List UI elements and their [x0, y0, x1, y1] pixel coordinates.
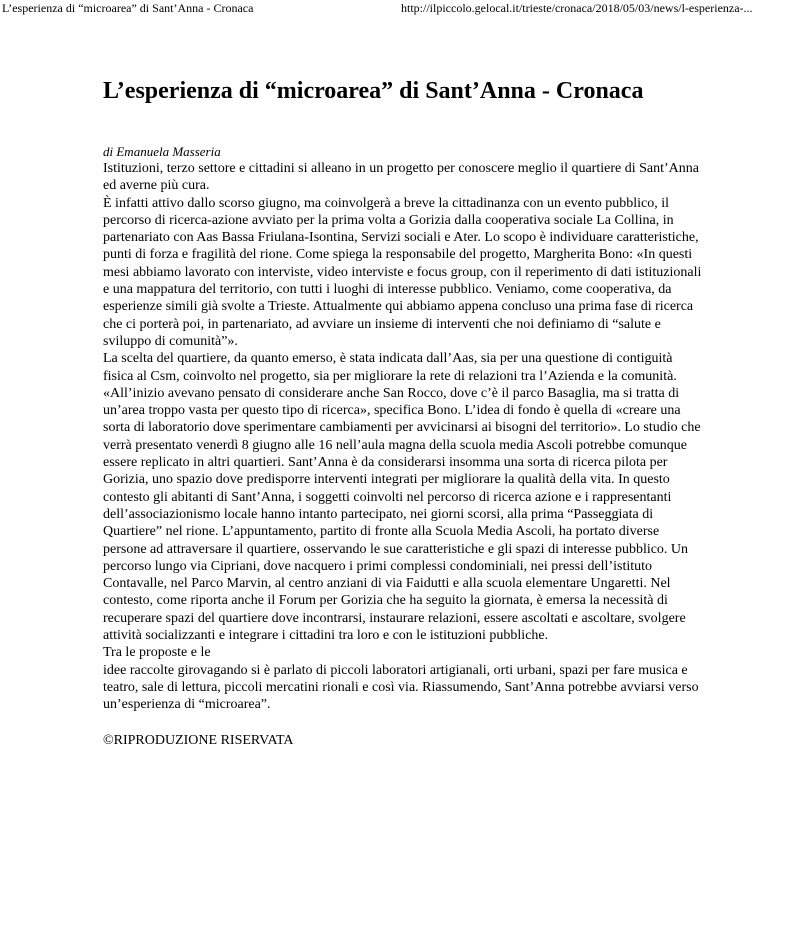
article-byline: di Emanuela Masseria: [103, 144, 221, 159]
article: [103, 76, 703, 749]
article-title: L’esperienza di “microarea” di Sant’Anna - Cronaca: [103, 78, 644, 104]
article-paragraph-5: idee raccolte girovagando si è parlato di piccoli laboratori artigianali, orti urbani, spazi per fare musica e teatro, sale di lettura, piccoli mercatini rionali e così via. Riassumendo, Sant’Anna potrebbe avviarsi verso un’esperienza di “microarea”.: [103, 662, 699, 713]
print-header: [0, 0, 791, 18]
page-url-header: http://ilpiccolo.gelocal.it/trieste/cronaca/2018/05/03/news/l-esperienza-...: [401, 1, 753, 15]
article-paragraph-1: Istituzioni, terzo settore e cittadini si alleano in un progetto per conoscere meglio il quartiere di Sant’Anna ed averne più cura.: [103, 161, 699, 194]
article-paragraph-4: Tra le proposte e le: [103, 645, 211, 661]
copyright-notice: ©RIPRODUZIONE RISERVATA: [103, 732, 294, 748]
article-paragraph-3: La scelta del quartiere, da quanto emerso, è stata indicata dall’Aas, sia per una questione di contiguità fisica al Csm, coinvolto nel progetto, sia per migliorare la rete di relazioni tra l’Azienda e la comunità. «All’inizio avevano pensato di considerare anche San Rocco, dove c’è il parco Basaglia, ma si tratta di un’area troppo vasta per questo tipo di ricerca», specifica Bono. L’idea di fondo è quella di «creare una sorta di laboratorio dove sperimentare cambiamenti per avvicinarsi ai bisogni del territorio». Lo studio che verrà presentato venerdì 8 giugno alle 16 nell’aula magna della scuola media Ascoli potrebbe comunque essere replicato in altri quartieri. Sant’Anna è da considerarsi insomma una sorta di ricerca pilota per Gorizia, uno spazio dove predisporre interventi integrati per migliorare la qualità della vita. In questo contesto gli abitanti di Sant’Anna, i soggetti coinvolti nel percorso di ricerca azione e i rappresentanti dell’associazionismo locale hanno intanto partecipato, nei giorni scorsi, alla prima “Passeggiata di Quartiere” nel rione. L’appuntamento, partito di fronte alla Scuola Media Ascoli, ha portato diverse persone ad attraversare il quartiere, osservando le sue caratteristiche e gli spazi di interesse pubblico. Un percorso lungo via Cipriani, dove nacquero i primi complessi condominiali, nei pressi dell’istituto Contavalle, nel Parco Marvin, al centro anziani di via Faidutti e alla scuola elementare Ungaretti. Nel contesto, come riporta anche il Forum per Gorizia che ha seguito la giornata, è emersa la necessità di recuperare spazi del quartiere dove incontrarsi, instaurare relazioni, essere ascoltati e ascoltare, svolgere attività socializzanti e integrare i cittadini tra loro e con le istituzioni pubbliche.: [103, 351, 701, 644]
page-title-header: L’esperienza di “microarea” di Sant’Anna - Cronaca: [2, 1, 254, 15]
article-paragraph-2: È infatti attivo dallo scorso giugno, ma coinvolgerà a breve la cittadinanza con un evento pubblico, il percorso di ricerca-azione avviato per la prima volta a Gorizia dalla cooperativa sociale La Collina, in partenariato con Aas Bassa Friulana-Isontina, Servizi sociali e Ater. Lo scopo è individuare caratteristiche, punti di forza e fragilità del rione. Come spiega la responsabile del progetto, Margherita Bono: «In questi mesi abbiamo lavorato con interviste, video interviste e focus group, con il reperimento di dati istituzionali e una mappatura del territorio, con tutti i luoghi di interesse pubblico. Veniamo, come cooperativa, da esperienze simili già svolte a Trieste. Attualmente qui abbiamo appena concluso una prima fase di ricerca che ci porterà poi, in partenariato, ad avviare un insieme di interventi che noi definiamo di “salute e sviluppo di comunità”».: [103, 195, 702, 349]
